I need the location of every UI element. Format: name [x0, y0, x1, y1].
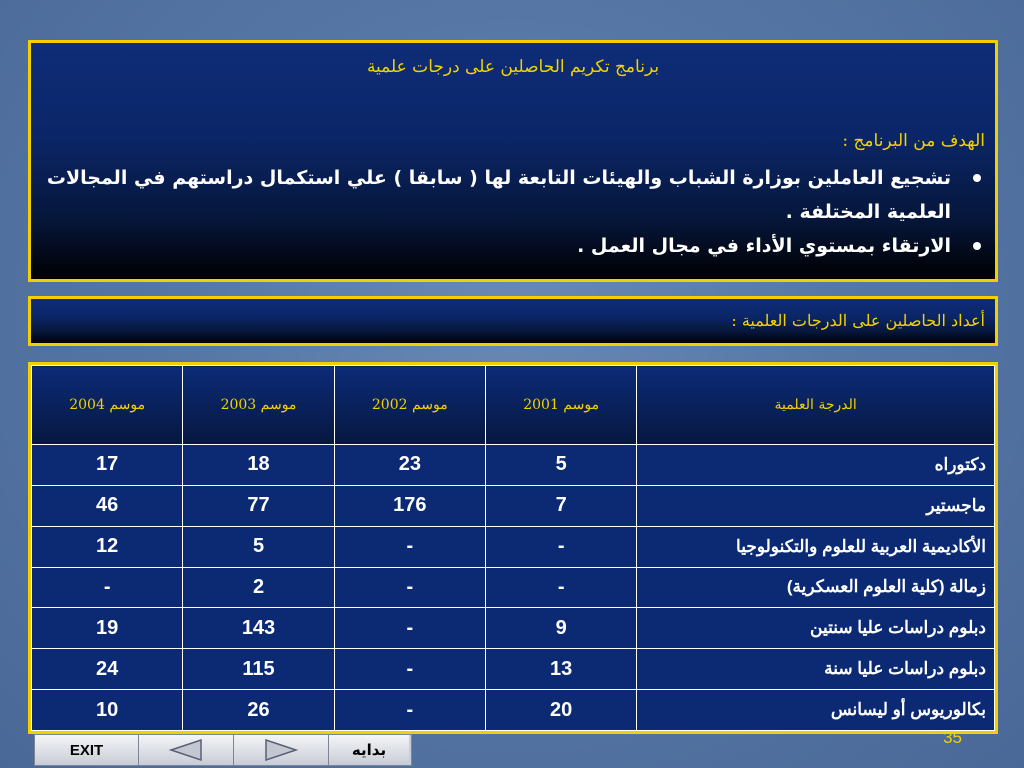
- value-cell: 18: [183, 445, 334, 486]
- degree-cell: الأكاديمية العربية للعلوم والتكنولوجيا: [637, 526, 995, 567]
- goal-bullet-text: تشجيع العاملين بوزارة الشباب والهيئات التابعة لها ( سابقا ) علي استكمال دراستهم في المجالات العلمية المختلفة .: [46, 167, 951, 223]
- bullet-dot-icon: [973, 174, 981, 182]
- value-cell: -: [334, 567, 485, 608]
- value-cell: 7: [486, 485, 637, 526]
- degree-cell: دبلوم دراسات عليا سنتين: [637, 608, 995, 649]
- value-cell: 13: [486, 649, 637, 690]
- value-cell: -: [32, 567, 183, 608]
- bullet-dot-icon: [973, 242, 981, 250]
- counts-title-panel: [28, 296, 998, 346]
- previous-slide-button[interactable]: [139, 735, 234, 765]
- value-cell: -: [334, 649, 485, 690]
- value-cell: 9: [486, 608, 637, 649]
- goal-label: الهدف من البرنامج :: [842, 131, 985, 151]
- right-arrow-icon: [264, 739, 298, 761]
- degrees-table: [31, 365, 995, 731]
- value-cell: 5: [183, 526, 334, 567]
- table-row: [32, 608, 995, 649]
- counts-title: أعداد الحاصلين على الدرجات العلمية :: [731, 311, 985, 330]
- table-row: [32, 567, 995, 608]
- navigation-bar: [34, 734, 412, 766]
- degree-cell: بكالوريوس أو ليسانس: [637, 690, 995, 731]
- table-header-row: [32, 366, 995, 445]
- program-title: برنامج تكريم الحاصلين على درجات علمية: [366, 57, 660, 77]
- value-cell: 10: [32, 690, 183, 731]
- value-cell: 115: [183, 649, 334, 690]
- header-2003: موسم 2003: [183, 366, 334, 445]
- table-row: [32, 445, 995, 486]
- degree-cell: دبلوم دراسات عليا سنة: [637, 649, 995, 690]
- exit-button[interactable]: EXIT: [35, 735, 139, 765]
- value-cell: 20: [486, 690, 637, 731]
- table-row: [32, 690, 995, 731]
- value-cell: 176: [334, 485, 485, 526]
- header-degree: الدرجة العلمية: [637, 366, 995, 445]
- header-2002: موسم 2002: [334, 366, 485, 445]
- page-number: 35: [943, 728, 962, 747]
- goal-bullet-item: [37, 229, 985, 263]
- degrees-table-panel: [28, 362, 998, 734]
- program-info-panel: [28, 40, 998, 282]
- value-cell: 46: [32, 485, 183, 526]
- value-cell: 19: [32, 608, 183, 649]
- left-arrow-icon: [169, 739, 203, 761]
- header-2001: موسم 2001: [486, 366, 637, 445]
- value-cell: 24: [32, 649, 183, 690]
- next-slide-button[interactable]: [234, 735, 329, 765]
- value-cell: 23: [334, 445, 485, 486]
- goal-bullet-text: الارتقاء بمستوي الأداء في مجال العمل .: [577, 235, 951, 257]
- value-cell: 2: [183, 567, 334, 608]
- value-cell: 17: [32, 445, 183, 486]
- goal-bullet-list: [37, 161, 985, 263]
- value-cell: 5: [486, 445, 637, 486]
- goal-bullet-item: [37, 161, 985, 229]
- table-row: [32, 649, 995, 690]
- value-cell: 143: [183, 608, 334, 649]
- value-cell: 26: [183, 690, 334, 731]
- value-cell: 77: [183, 485, 334, 526]
- start-button[interactable]: بدايه: [329, 735, 409, 765]
- degree-cell: دكتوراه: [637, 445, 995, 486]
- value-cell: -: [334, 690, 485, 731]
- value-cell: -: [334, 526, 485, 567]
- value-cell: -: [334, 608, 485, 649]
- value-cell: 12: [32, 526, 183, 567]
- degree-cell: ماجستير: [637, 485, 995, 526]
- value-cell: -: [486, 526, 637, 567]
- value-cell: -: [486, 567, 637, 608]
- table-row: [32, 485, 995, 526]
- header-2004: موسم 2004: [32, 366, 183, 445]
- degree-cell: زمالة (كلية العلوم العسكرية): [637, 567, 995, 608]
- table-row: [32, 526, 995, 567]
